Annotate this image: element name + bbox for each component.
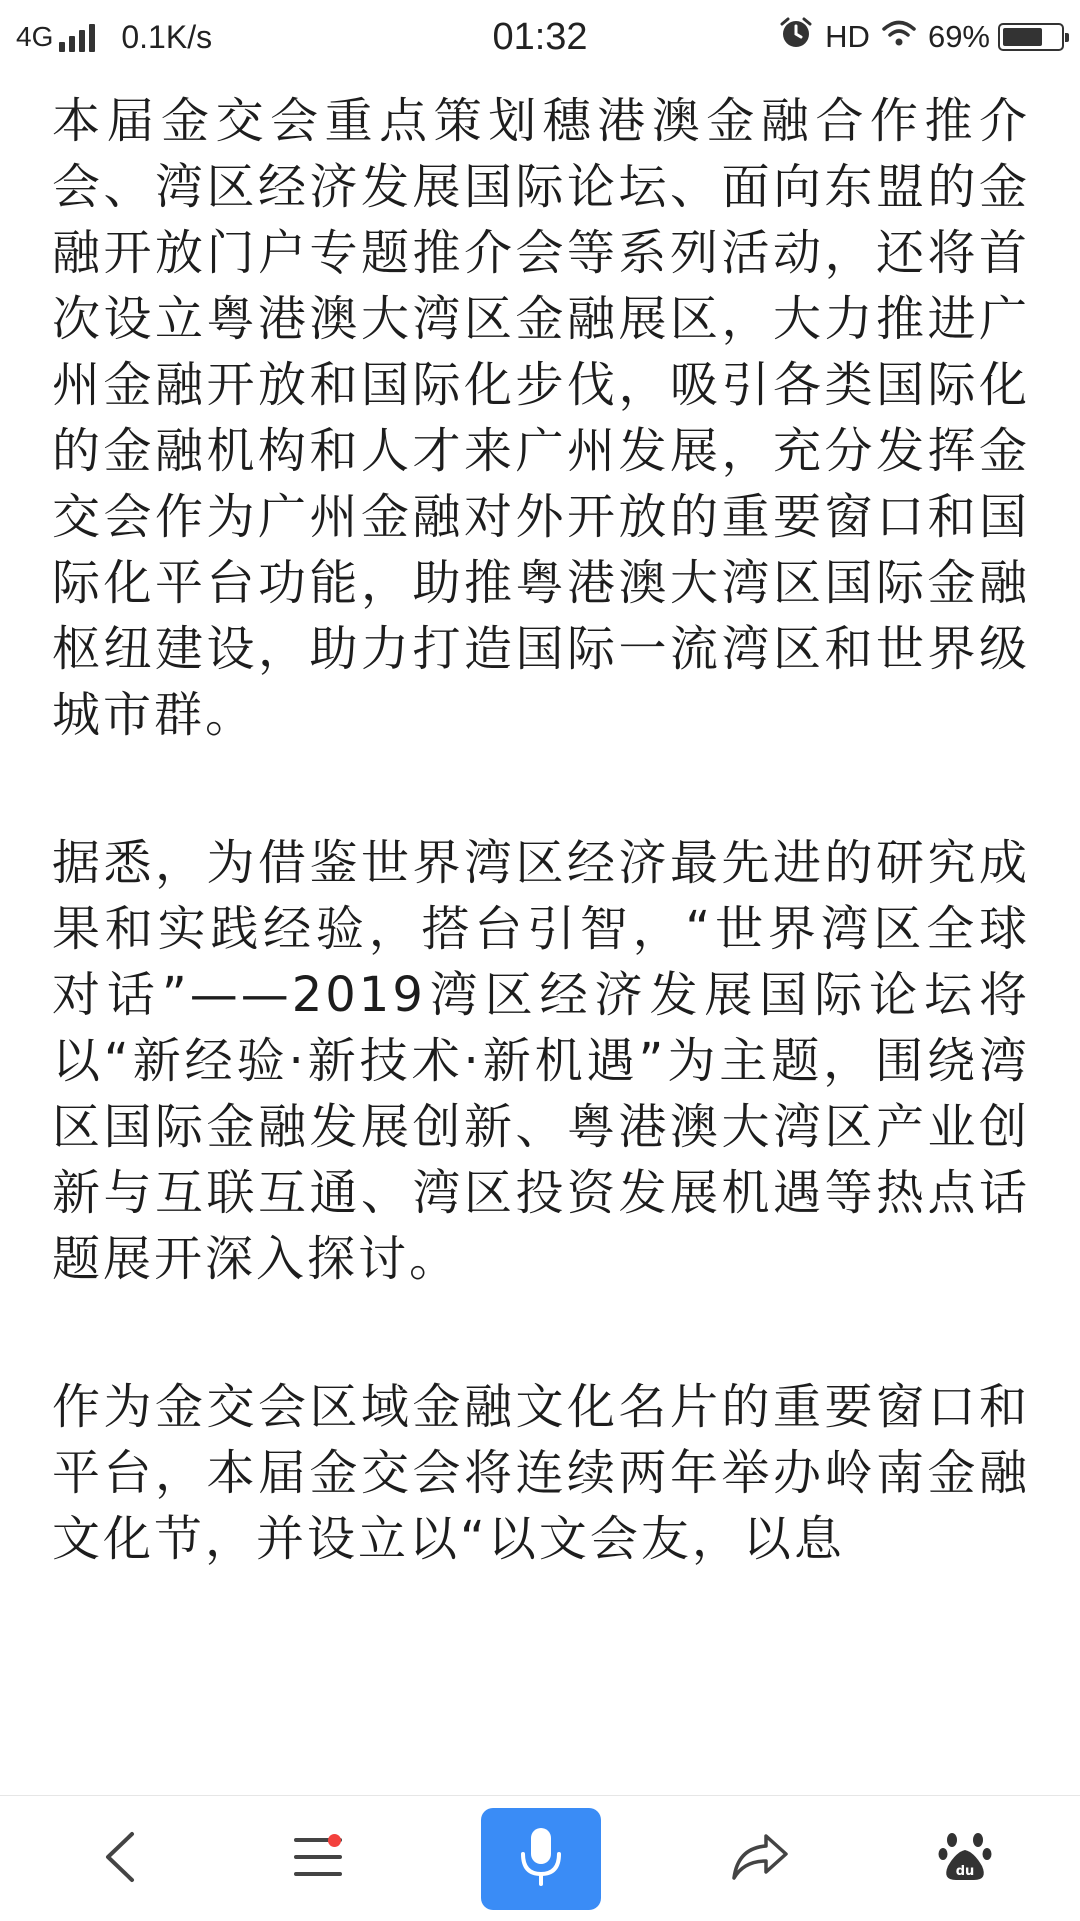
hd-indicator: HD [825,19,870,54]
notification-dot [328,1834,341,1847]
voice-search-button[interactable] [481,1808,601,1910]
share-button[interactable] [700,1796,820,1921]
article-paragraph: 本届金交会重点策划穗港澳金融合作推介会、湾区经济发展国际论坛、面向东盟的金融开放门户专题推介会等系列活动，还将首次设立粤港澳大湾区金融展区，大力推进广州金融开放和国际化步伐，吸引各类国际化的金融机构和人才来广州发展，充分发挥金交会作为广州金融对外开放的重要窗口和国际化平台功能，助推粤港澳大湾区国际金融枢纽建设，助力打造国际一流湾区和世界级城市群。 [52,93,1030,743]
status-right [779,14,1064,60]
network-type: 4G [16,21,54,52]
battery-percent: 69% [927,19,990,54]
share-icon [730,1832,790,1886]
menu-button[interactable] [258,1796,378,1921]
bottom-navigation-bar [0,1795,1080,1921]
network-speed: 0.1K/s [121,18,213,55]
svg-text:du: du [955,1863,975,1879]
status-bar [0,0,1080,76]
battery-icon [998,23,1064,51]
article-paragraph: 据悉，为借鉴世界湾区经济最先进的研究成果和实践经验，搭台引智，“世界湾区全球对话”——2019湾区经济发展国际论坛将以“新经验·新技术·新机遇”为主题，围绕湾区国际金融发展创新、粤港澳大湾区产业创新与互联互通、湾区投资发展机遇等热点话题展开深入探讨。 [52,835,1030,1287]
baidu-paw-icon [938,1830,992,1888]
back-icon [100,1830,140,1888]
wifi-icon [882,19,916,55]
battery-level-fill [1003,28,1042,46]
baidu-home-button[interactable] [905,1796,1025,1921]
back-button[interactable] [60,1796,180,1921]
clock: 01:32 [492,16,588,58]
battery-tip [1065,33,1069,42]
alarm-icon [779,16,813,58]
article-body [52,88,1030,1788]
microphone-icon [519,1826,563,1892]
article-paragraph: 作为金交会区域金融文化名片的重要窗口和平台，本届金交会将连续两年举办岭南金融文化节，并设立以“以文会友，以息 [52,1379,1030,1567]
